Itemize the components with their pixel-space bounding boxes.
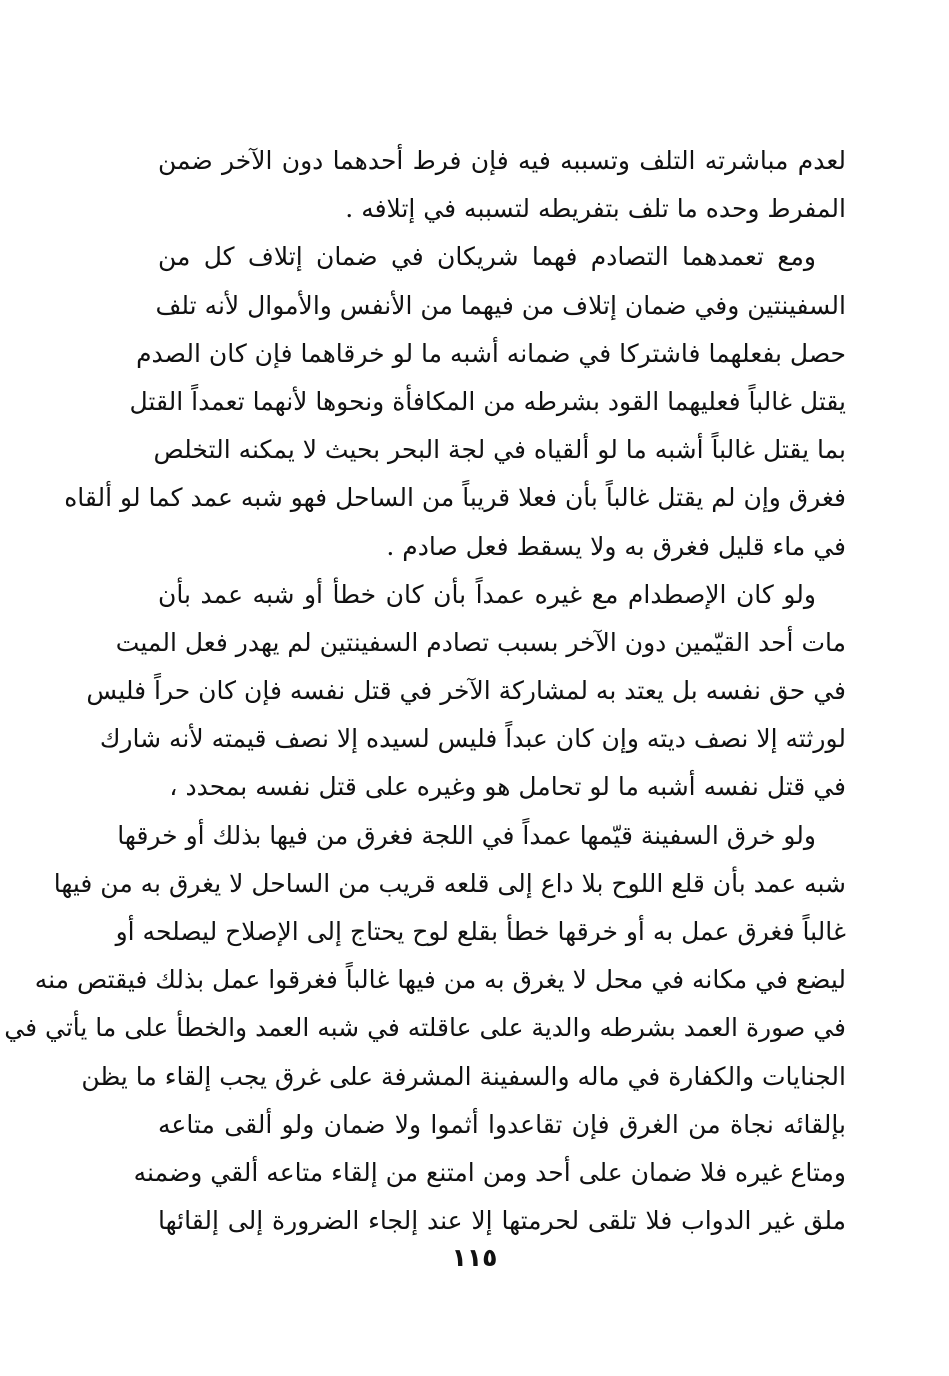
text-line: ومع تعمدهما التصادم فهما شريكان في ضمان إتلاف كل من (158, 242, 816, 272)
text-line: مات أحد القيّمين دون الآخر بسبب تصادم السفينتين لم يهدر فعل الميت (115, 627, 846, 657)
text-line: المفرط وحده ما تلف بتفريطه لتسببه في إتلافه . (345, 194, 846, 224)
text-line: فغرق وإن لم يقتل غالباً بأن فعلا قريباً من الساحل فهو شبه عمد كما لو ألقاه (64, 483, 846, 513)
text-line: بإلقائه نجاة من الغرق فإن تقاعدوا أثموا ولا ضمان ولو ألقى متاعه (158, 1109, 846, 1139)
text-line: ومتاع غيره فلا ضمان على أحد ومن امتنع من إلقاء متاعه ألقي وضمنه (133, 1157, 846, 1187)
page-number: ١١٥ (451, 1243, 498, 1272)
text-line: ولو كان الإصطدام مع غيره عمداً بأن كان خطأ أو شبه عمد بأن (158, 579, 816, 609)
text-line: في صورة العمد بشرطه والدية على عاقلته في شبه العمد والخطأ على ما يأتي في (4, 1013, 846, 1043)
text-line: الجنايات والكفارة في ماله والسفينة المشرفة على غرق يجب إلقاء ما يظن (81, 1061, 846, 1091)
text-line: ملق غير الدواب فلا تلقى لحرمتها إلا عند إلجاء الضرورة إلى إلقائها (158, 1206, 846, 1236)
text-line: ليضع في مكانه في محل لا يغرق به من فيها غالباً فغرقوا عمل بذلك فيقتص منه (34, 965, 846, 995)
text-line: لورثته إلا نصف ديته وإن كان عبداً فليس لسيده إلا نصف قيمته لأنه شارك (99, 724, 846, 754)
text-line: غالباً فغرق عمل به أو خرقها خطأ بقلع لوح يحتاج إلى الإصلاح ليصلحه أو (115, 917, 846, 946)
text-line: السفينتين وفي ضمان إتلاف من فيهما من الأنفس والأموال لأنه تلف (155, 290, 846, 320)
text-line: في ماء قليل فغرق به ولا يسقط فعل صادم . (386, 531, 846, 561)
text-line: في حق نفسه بل يعتد به لمشاركة الآخر في قتل نفسه فإن كان حراً فليس (86, 676, 846, 706)
text-line: شبه عمد بأن قلع اللوح بلا داع إلى قلعه قريب من الساحل لا يغرق به من فيها (53, 868, 846, 898)
body-text (4, 137, 846, 1245)
text-line: لعدم مباشرته التلف وتسببه فيه فإن فرط أحدهما دون الآخر ضمن (158, 146, 846, 175)
text-line: يقتل غالباً فعليهما القود بشرطه من المكافأة ونحوها لأنهما تعمداً القتل (129, 386, 846, 416)
text-line: حصل بفعلهما فاشتركا في ضمانه أشبه ما لو خرقاهما فإن كان الصدم (136, 338, 846, 368)
text-line: بما يقتل غالباً أشبه ما لو ألقياه في لجة البحر بحيث لا يمكنه التخلص (153, 435, 846, 465)
text-line: في قتل نفسه أشبه ما لو تحامل هو وغيره على قتل نفسه بمحدد ، (169, 772, 846, 802)
text-line: ولو خرق السفينة قيّمها عمداً في اللجة فغرق من فيها بذلك أو خرقها (117, 820, 816, 850)
